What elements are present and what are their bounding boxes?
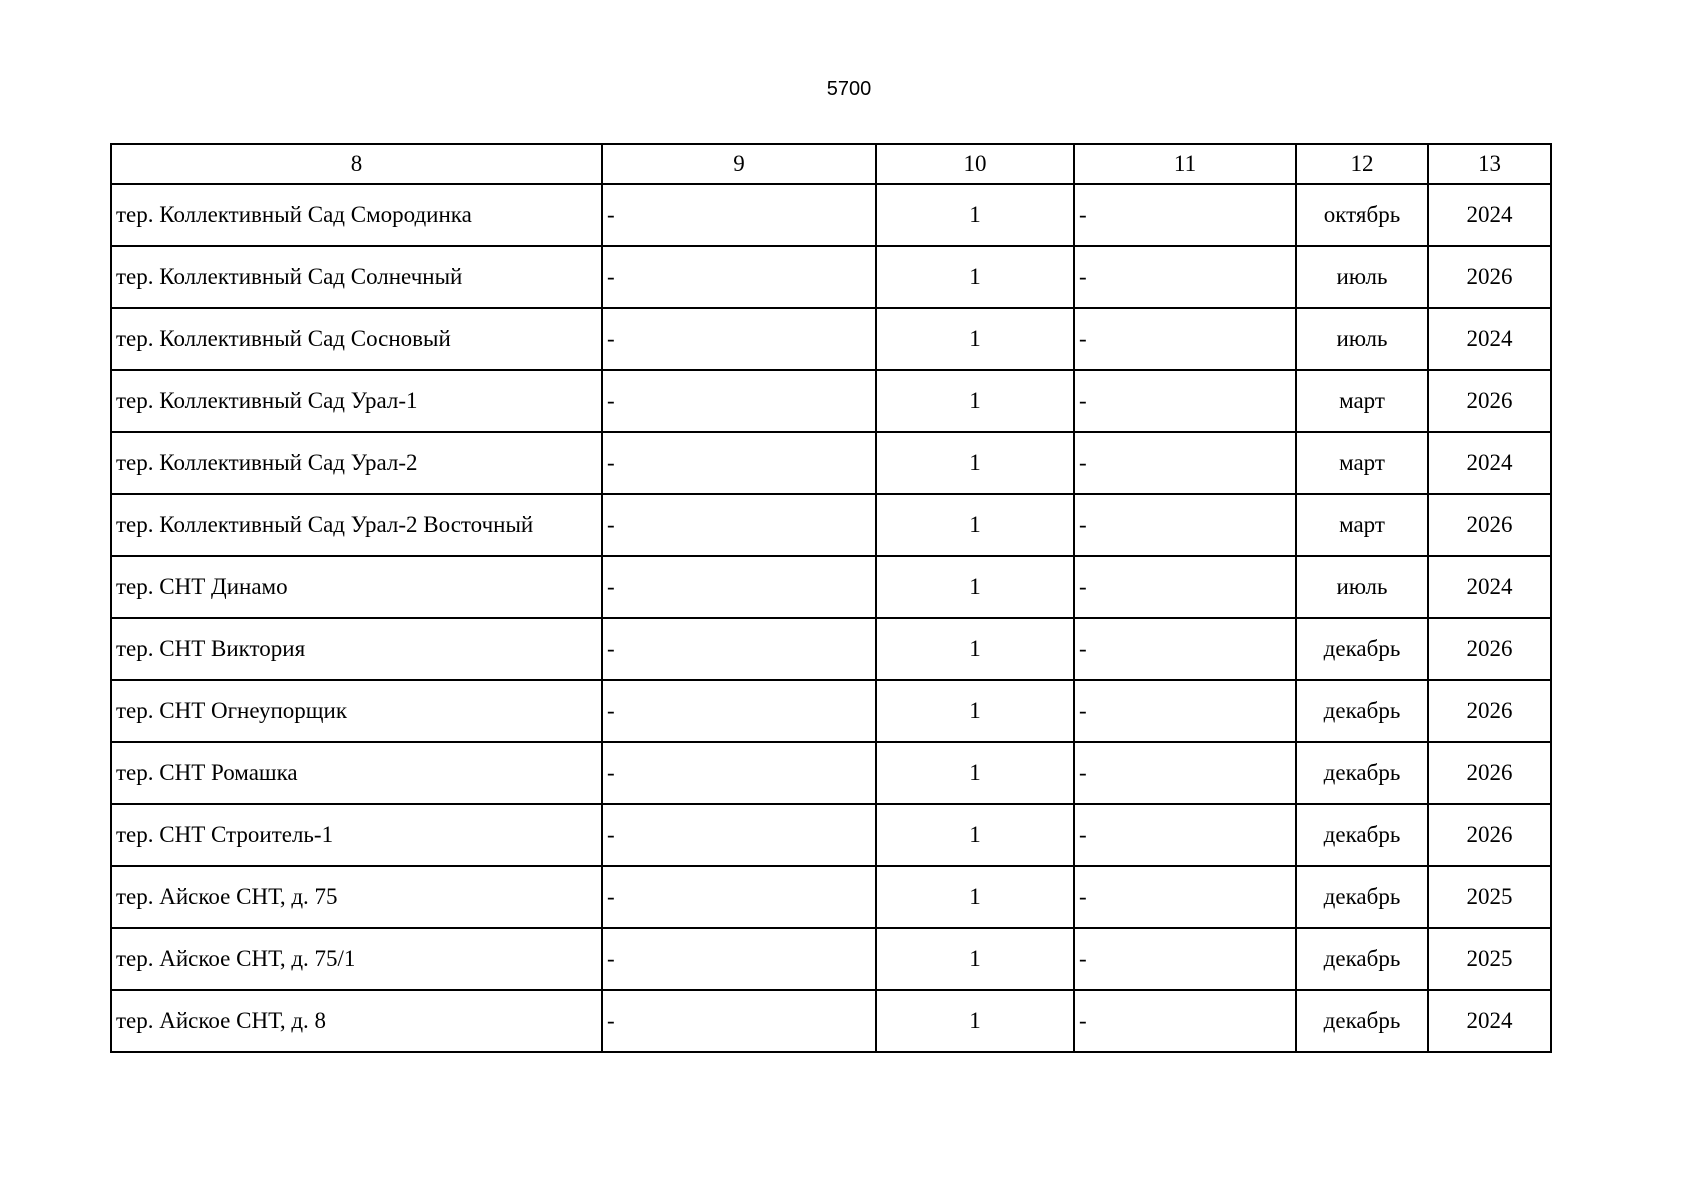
col11-cell: - [1074,928,1296,990]
table-header-row [111,144,1551,184]
table-row [111,432,1551,494]
col10-cell: 1 [876,866,1074,928]
table-row [111,556,1551,618]
month-cell: декабрь [1296,680,1428,742]
col11-cell: - [1074,432,1296,494]
month-cell: март [1296,494,1428,556]
col11-cell: - [1074,556,1296,618]
year-cell: 2024 [1428,990,1551,1052]
territory-cell: тер. СНТ Ромашка [111,742,602,804]
year-cell: 2024 [1428,556,1551,618]
col10-cell: 1 [876,928,1074,990]
territory-cell: тер. Коллективный Сад Сосновый [111,308,602,370]
table-row [111,246,1551,308]
col9-cell: - [602,618,876,680]
month-cell: июль [1296,556,1428,618]
table-row [111,742,1551,804]
year-cell: 2024 [1428,308,1551,370]
col9-cell: - [602,928,876,990]
col10-cell: 1 [876,556,1074,618]
col11-cell: - [1074,804,1296,866]
page-number: 5700 [826,78,872,100]
col11-cell: - [1074,184,1296,246]
table-row [111,618,1551,680]
year-cell: 2026 [1428,370,1551,432]
territory-cell: тер. Айское СНТ, д. 8 [111,990,602,1052]
col10-cell: 1 [876,804,1074,866]
month-cell: декабрь [1296,928,1428,990]
col11-cell: - [1074,742,1296,804]
col9-cell: - [602,742,876,804]
col11-cell: - [1074,370,1296,432]
table-body [111,184,1551,1052]
column-header: 9 [602,144,876,184]
col9-cell: - [602,432,876,494]
col11-cell: - [1074,308,1296,370]
month-cell: март [1296,370,1428,432]
table-row [111,804,1551,866]
column-header: 13 [1428,144,1551,184]
col10-cell: 1 [876,990,1074,1052]
column-header: 12 [1296,144,1428,184]
column-header: 11 [1074,144,1296,184]
table-row [111,990,1551,1052]
col11-cell: - [1074,680,1296,742]
territory-cell: тер. СНТ Виктория [111,618,602,680]
table-row [111,680,1551,742]
year-cell: 2026 [1428,246,1551,308]
col11-cell: - [1074,990,1296,1052]
territory-cell: тер. Айское СНТ, д. 75/1 [111,928,602,990]
month-cell: март [1296,432,1428,494]
col9-cell: - [602,556,876,618]
year-cell: 2026 [1428,494,1551,556]
col9-cell: - [602,370,876,432]
year-cell: 2026 [1428,618,1551,680]
table-row [111,494,1551,556]
territory-cell: тер. Айское СНТ, д. 75 [111,866,602,928]
table-row [111,308,1551,370]
territory-cell: тер. Коллективный Сад Урал-1 [111,370,602,432]
table-row [111,928,1551,990]
col10-cell: 1 [876,370,1074,432]
col9-cell: - [602,866,876,928]
territory-cell: тер. Коллективный Сад Смородинка [111,184,602,246]
col10-cell: 1 [876,432,1074,494]
territory-cell: тер. СНТ Огнеупорщик [111,680,602,742]
year-cell: 2026 [1428,742,1551,804]
col10-cell: 1 [876,618,1074,680]
month-cell: декабрь [1296,866,1428,928]
col10-cell: 1 [876,680,1074,742]
col9-cell: - [602,308,876,370]
month-cell: октябрь [1296,184,1428,246]
col9-cell: - [602,494,876,556]
year-cell: 2026 [1428,680,1551,742]
column-header: 8 [111,144,602,184]
territory-cell: тер. СНТ Строитель-1 [111,804,602,866]
col9-cell: - [602,184,876,246]
month-cell: июль [1296,246,1428,308]
year-cell: 2025 [1428,866,1551,928]
month-cell: декабрь [1296,742,1428,804]
col10-cell: 1 [876,184,1074,246]
year-cell: 2026 [1428,804,1551,866]
territory-cell: тер. Коллективный Сад Солнечный [111,246,602,308]
month-cell: декабрь [1296,990,1428,1052]
col9-cell: - [602,804,876,866]
data-table [110,143,1552,1053]
col11-cell: - [1074,246,1296,308]
territory-cell: тер. Коллективный Сад Урал-2 [111,432,602,494]
col10-cell: 1 [876,246,1074,308]
col9-cell: - [602,680,876,742]
month-cell: декабрь [1296,618,1428,680]
month-cell: декабрь [1296,804,1428,866]
table-row [111,866,1551,928]
territory-cell: тер. Коллективный Сад Урал-2 Восточный [111,494,602,556]
col10-cell: 1 [876,494,1074,556]
table-row [111,184,1551,246]
col9-cell: - [602,990,876,1052]
column-header: 10 [876,144,1074,184]
col11-cell: - [1074,866,1296,928]
col9-cell: - [602,246,876,308]
col11-cell: - [1074,494,1296,556]
territory-cell: тер. СНТ Динамо [111,556,602,618]
month-cell: июль [1296,308,1428,370]
year-cell: 2025 [1428,928,1551,990]
year-cell: 2024 [1428,184,1551,246]
col10-cell: 1 [876,308,1074,370]
year-cell: 2024 [1428,432,1551,494]
table-row [111,370,1551,432]
col11-cell: - [1074,618,1296,680]
col10-cell: 1 [876,742,1074,804]
